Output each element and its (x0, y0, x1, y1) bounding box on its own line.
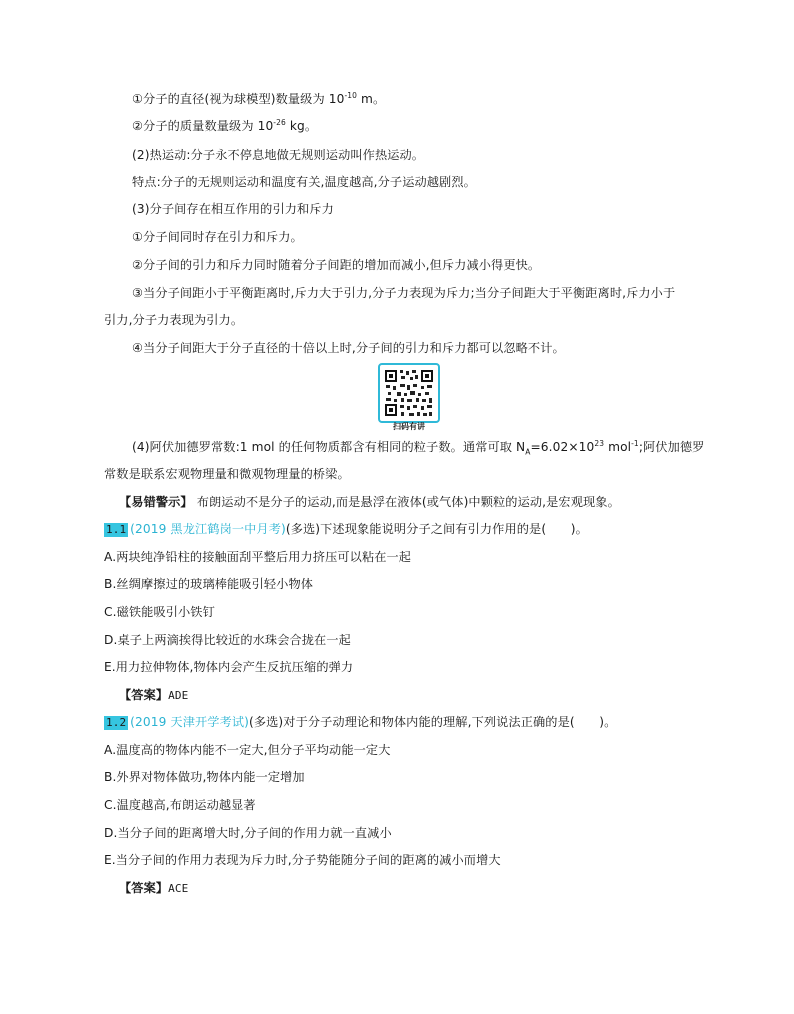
question-source: (2019 黑龙江鹤岗一中月考) (130, 522, 286, 536)
qr-code-block[interactable] (378, 363, 438, 429)
question-stem (104, 714, 616, 730)
option-a: A.温度高的物体内能不一定大,但分子平均动能一定大 (104, 743, 391, 757)
option-c: C.温度越高,布朗运动越显著 (104, 798, 256, 812)
question-text: (多选)下述现象能说明分子之间有引力作用的是( )。 (285, 522, 588, 536)
answer (119, 880, 188, 897)
answer-value: ACE (168, 882, 189, 895)
option-b: B.外界对物体做功,物体内能一定增加 (104, 770, 305, 784)
qr-caption: 扫码有讲 (393, 422, 425, 431)
text-line: ④当分子间距大于分子直径的十倍以上时,分子间的引力和斥力都可以忽略不计。 (132, 341, 565, 355)
text-line: 常数是联系宏观物理量和微观物理量的桥梁。 (104, 467, 350, 481)
option-e: E.当分子间的作用力表现为斥力时,分子势能随分子间的距离的减小而增大 (104, 853, 501, 867)
text-line: ②分子的质量数量级为 $10^{-26}$ kg。 (132, 118, 318, 133)
text-line: ①分子间同时存在引力和斥力。 (132, 230, 303, 244)
answer (119, 687, 188, 704)
question-source: (2019 天津开学考试) (130, 715, 249, 729)
warning-note (119, 494, 620, 510)
text-line: 特点:分子的无规则运动和温度有关,温度越高,分子运动越剧烈。 (132, 175, 476, 189)
warning-text: 布朗运动不是分子的运动,而是悬浮在液体(或气体)中颗粒的运动,是宏观现象。 (192, 495, 620, 509)
text-line: 引力,分子力表现为引力。 (104, 313, 244, 327)
text-line: (3)分子间存在相互作用的引力和斥力 (132, 202, 334, 216)
option-a: A.两块纯净铅柱的接触面刮平整后用力挤压可以粘在一起 (104, 550, 412, 564)
text-line: (4)阿伏加德罗常数:1 mol 的任何物质都含有相同的粒子数。通常可取 $N_A=6.02\times 10^{23}$ mol$^{-1}$;阿伏加德罗 (132, 439, 705, 457)
option-e: E.用力拉伸物体,物体内会产生反抗压缩的弹力 (104, 660, 354, 674)
answer-label: 【答案】 (119, 881, 169, 895)
question-text: (多选)对于分子动理论和物体内能的理解,下列说法正确的是( )。 (249, 715, 617, 729)
answer-value: ADE (168, 689, 189, 702)
option-d: D.当分子间的距离增大时,分子间的作用力就一直减小 (104, 826, 392, 840)
answer-label: 【答案】 (119, 688, 169, 702)
question-stem (104, 521, 588, 537)
qr-code-icon[interactable] (378, 363, 440, 423)
question-number-badge: 1.1 (106, 523, 127, 536)
option-c: C.磁铁能吸引小铁钉 (104, 605, 215, 619)
text-line: ②分子间的引力和斥力同时随着分子间距的增加而减小,但斥力减小得更快。 (132, 258, 541, 272)
text-line: (2)热运动:分子永不停息地做无规则运动叫作热运动。 (132, 148, 425, 162)
warning-label: 【易错警示】 (119, 495, 193, 509)
option-d: D.桌子上两滴挨得比较近的水珠会合拢在一起 (104, 633, 351, 647)
option-b: B.丝绸摩擦过的玻璃棒能吸引轻小物体 (104, 577, 314, 591)
text-line: ③当分子间距小于平衡距离时,斥力大于引力,分子力表现为斥力;当分子间距大于平衡距离时,斥力小于 (132, 286, 676, 300)
text-line: ①分子的直径(视为球模型)数量级为 $10^{-10}$ m。 (132, 91, 386, 106)
question-number-badge: 1.2 (106, 716, 127, 729)
